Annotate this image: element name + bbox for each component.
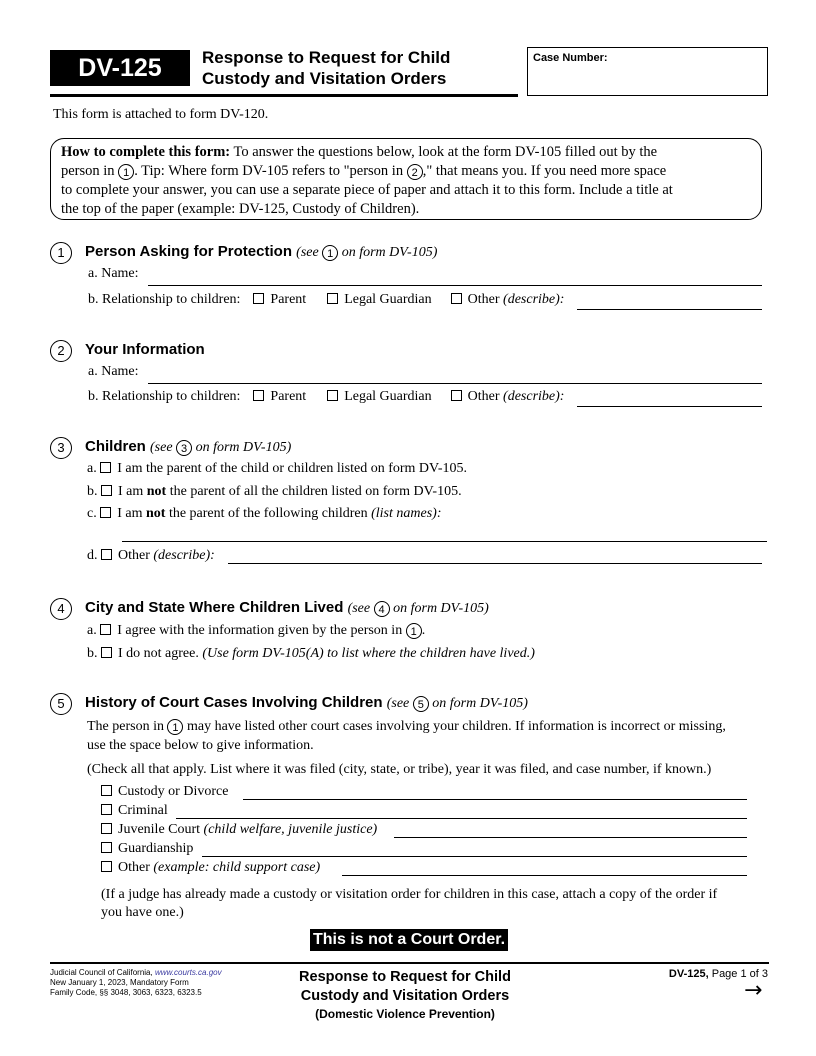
section2-relationship: b. Relationship to children: Parent Legal Guardian Other (describe):: [88, 389, 565, 404]
s3a-checkbox[interactable]: [100, 462, 111, 473]
case-row-guardianship: Guardianship: [101, 841, 193, 857]
case-juvenile-field[interactable]: [394, 837, 747, 838]
section5-instructions: (Check all that apply. List where it was filed (city, state, or tribe), year it was filed, and case number, if known.): [87, 762, 712, 777]
case-guardianship-checkbox[interactable]: [101, 842, 112, 853]
order-copy-note-1: (If a judge has already made a custody or visitation order for children in this case, attach a copy of the order if: [101, 887, 718, 902]
case-row-criminal: Criminal: [101, 803, 168, 819]
case-juvenile-checkbox[interactable]: [101, 823, 112, 834]
section-number-3: 3: [50, 437, 72, 459]
section1-other-field[interactable]: [577, 309, 762, 310]
courts-website-link[interactable]: www.courts.ca.gov: [154, 968, 222, 977]
s4a-checkbox[interactable]: [100, 624, 111, 635]
section1-name-field[interactable]: [148, 285, 762, 286]
section3-d: d. Other (describe):: [87, 548, 215, 563]
case-other-field[interactable]: [342, 875, 747, 876]
case-criminal-checkbox[interactable]: [101, 804, 112, 815]
section4-a: a. I agree with the information given by the person in 1 .: [87, 623, 426, 639]
next-page-arrow-icon[interactable]: →: [744, 978, 763, 1003]
title-rule: [50, 94, 518, 97]
case-custody-field[interactable]: [243, 799, 747, 800]
section3-c: c. I am not the parent of the following children (list names):: [87, 506, 442, 521]
section3-title: Children (see 3 on form DV-105): [85, 438, 292, 455]
s1-guardian-checkbox[interactable]: [327, 293, 338, 304]
s3b-checkbox[interactable]: [101, 485, 112, 496]
case-number-label: Case Number:: [533, 52, 608, 64]
section1-name-label: a. Name:: [88, 266, 139, 281]
s1-parent-checkbox[interactable]: [253, 293, 264, 304]
section-number-4: 4: [50, 598, 72, 620]
form-title: Response to Request for Child Custody and Visitation Orders: [202, 48, 451, 88]
section3-names-field[interactable]: [122, 541, 767, 542]
case-custody-checkbox[interactable]: [101, 785, 112, 796]
s4b-checkbox[interactable]: [101, 647, 112, 658]
s2-guardian-checkbox[interactable]: [327, 390, 338, 401]
footer-title: Response to Request for Child Custody and Visitation Orders (Domestic Violence Prevention): [299, 969, 511, 1021]
footer-rule: [50, 962, 769, 964]
ref-circle-2: 2: [407, 164, 423, 180]
s2-parent-checkbox[interactable]: [253, 390, 264, 401]
form-number: DV-125: [50, 50, 190, 86]
s3c-checkbox[interactable]: [100, 507, 111, 518]
section2-name-field[interactable]: [148, 383, 762, 384]
section-number-5: 5: [50, 693, 72, 715]
not-court-order-banner: This is not a Court Order.: [310, 929, 508, 951]
case-other-checkbox[interactable]: [101, 861, 112, 872]
section2-title: Your Information: [85, 341, 205, 358]
section3-b: b. I am not the parent of all the children listed on form DV-105.: [87, 484, 462, 499]
attached-note: This form is attached to form DV-120.: [53, 107, 269, 122]
page-indicator: DV-125, Page 1 of 3: [668, 968, 768, 980]
section2-name-label: a. Name:: [88, 364, 139, 379]
s2-other-checkbox[interactable]: [451, 390, 462, 401]
section1-relationship: b. Relationship to children: Parent Legal Guardian Other (describe):: [88, 292, 565, 307]
section3-a: a. I am the parent of the child or children listed on form DV-105.: [87, 461, 467, 476]
s1-other-checkbox[interactable]: [451, 293, 462, 304]
ref-circle-1: 1: [118, 164, 134, 180]
case-guardianship-field[interactable]: [202, 856, 747, 857]
s3d-checkbox[interactable]: [101, 549, 112, 560]
section-number-2: 2: [50, 340, 72, 362]
order-copy-note-2: you have one.): [101, 905, 184, 920]
section5-intro: The person in 1 may have listed other court cases involving your children. If information is incorrect or missing,: [87, 719, 726, 735]
case-row-juvenile: Juvenile Court (child welfare, juvenile justice): [101, 822, 377, 838]
section4-b: b. I do not agree. (Use form DV-105(A) to list where the children have lived.): [87, 646, 535, 661]
footer-info: Judicial Council of California, www.courts.ca.gov New January 1, 2023, Mandatory Form Family Code, §§ 3048, 3063, 6323, 6323.5: [50, 968, 222, 997]
section5-title: History of Court Cases Involving Children (see 5 on form DV-105): [85, 694, 528, 711]
section5-intro-2: use the space below to give information.: [87, 738, 314, 753]
case-row-other: Other (example: child support case): [101, 860, 320, 876]
case-row-custody: Custody or Divorce: [101, 784, 228, 800]
section3-other-field[interactable]: [228, 563, 762, 564]
case-criminal-field[interactable]: [176, 818, 747, 819]
section2-other-field[interactable]: [577, 406, 762, 407]
instructions-box: How to complete this form: To answer the questions below, look at the form DV-105 filled out by the person in 1 . Tip: Where form DV-105 refers to "person in 2 ," that means you. If you need more space to complete your answer, you can use a separate piece of paper and attach it to this form. Include a title at the top of the paper (example: DV-125, Custody of Children).: [50, 138, 762, 220]
section4-title: City and State Where Children Lived (see 4 on form DV-105): [85, 599, 489, 616]
section1-title: Person Asking for Protection (see 1 on form DV-105): [85, 243, 438, 260]
case-number-field[interactable]: [527, 47, 768, 96]
section-number-1: 1: [50, 242, 72, 264]
